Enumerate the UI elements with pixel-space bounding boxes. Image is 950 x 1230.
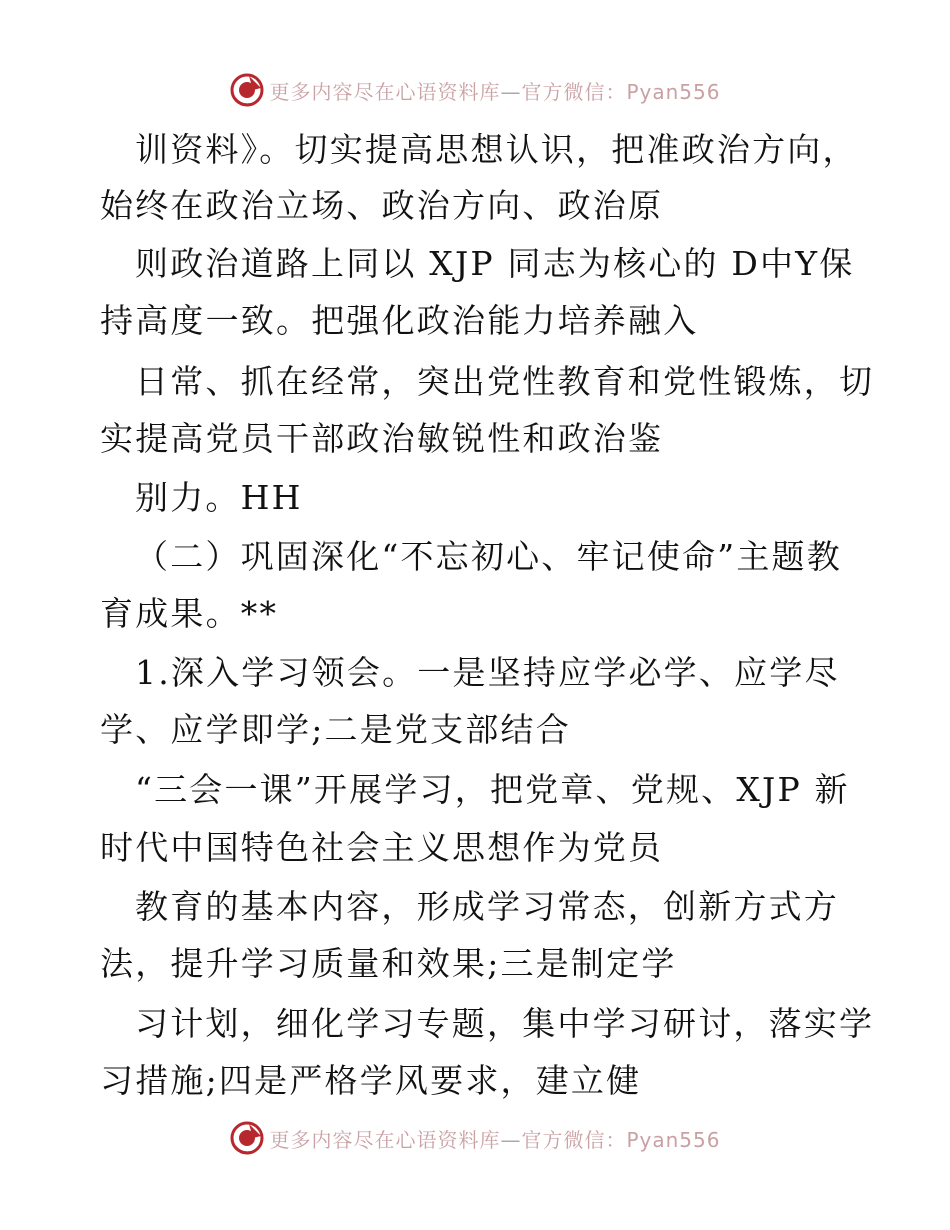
body-line: 时代中国特色社会主义思想作为党员 — [100, 828, 664, 867]
footer-banner-main: 更多内容尽在心语资料库 — [269, 1127, 501, 1152]
header-banner-wechat: 官方微信：Pyan556 — [521, 79, 721, 104]
body-line: 始终在政治立场、政治方向、政治原 — [100, 186, 664, 225]
footer-banner — [0, 1118, 950, 1158]
body-line: 训资料》。切实提高思想认识，把准政治方向， — [135, 130, 858, 169]
body-line: 育成果。** — [100, 594, 279, 633]
footer-banner-dash: — — [500, 1127, 522, 1152]
body-line: 教育的基本内容，形成学习常态，创新方式方 — [135, 887, 839, 926]
section-heading: （二）巩固深化“不忘初心、牢记使命”主题教 — [135, 537, 842, 576]
body-line: 法，提升学习质量和效果;三是制定学 — [100, 944, 677, 983]
body-line: 实提高党员干部政治敏锐性和政治鉴 — [100, 419, 664, 458]
body-line: 别力。HH — [135, 478, 303, 517]
footer-banner-text — [269, 1124, 720, 1153]
body-line: 习措施;四是严格学风要求，建立健 — [100, 1061, 642, 1100]
footer-banner-wechat: 官方微信：Pyan556 — [521, 1127, 721, 1152]
body-line: 习计划，细化学习专题，集中学习研讨，落实学 — [135, 1004, 875, 1043]
brand-logo-icon — [229, 1120, 265, 1156]
body-line: 1.深入学习领会。一是坚持应学必学、应学尽 — [135, 653, 840, 692]
header-banner-main: 更多内容尽在心语资料库 — [269, 79, 501, 104]
body-line: 日常、抓在经常，突出党性教育和党性锻炼，切 — [135, 362, 875, 401]
body-line: 学、应学即学;二是党支部结合 — [100, 710, 571, 749]
header-banner-dash: — — [500, 79, 522, 104]
body-line: 则政治道路上同以 XJP 同志为核心的 D中Y保 — [135, 244, 855, 283]
body-line: “三会一课”开展学习，把党章、党规、XJP 新 — [135, 770, 850, 809]
body-line: 持高度一致。把强化政治能力培养融入 — [100, 301, 699, 340]
